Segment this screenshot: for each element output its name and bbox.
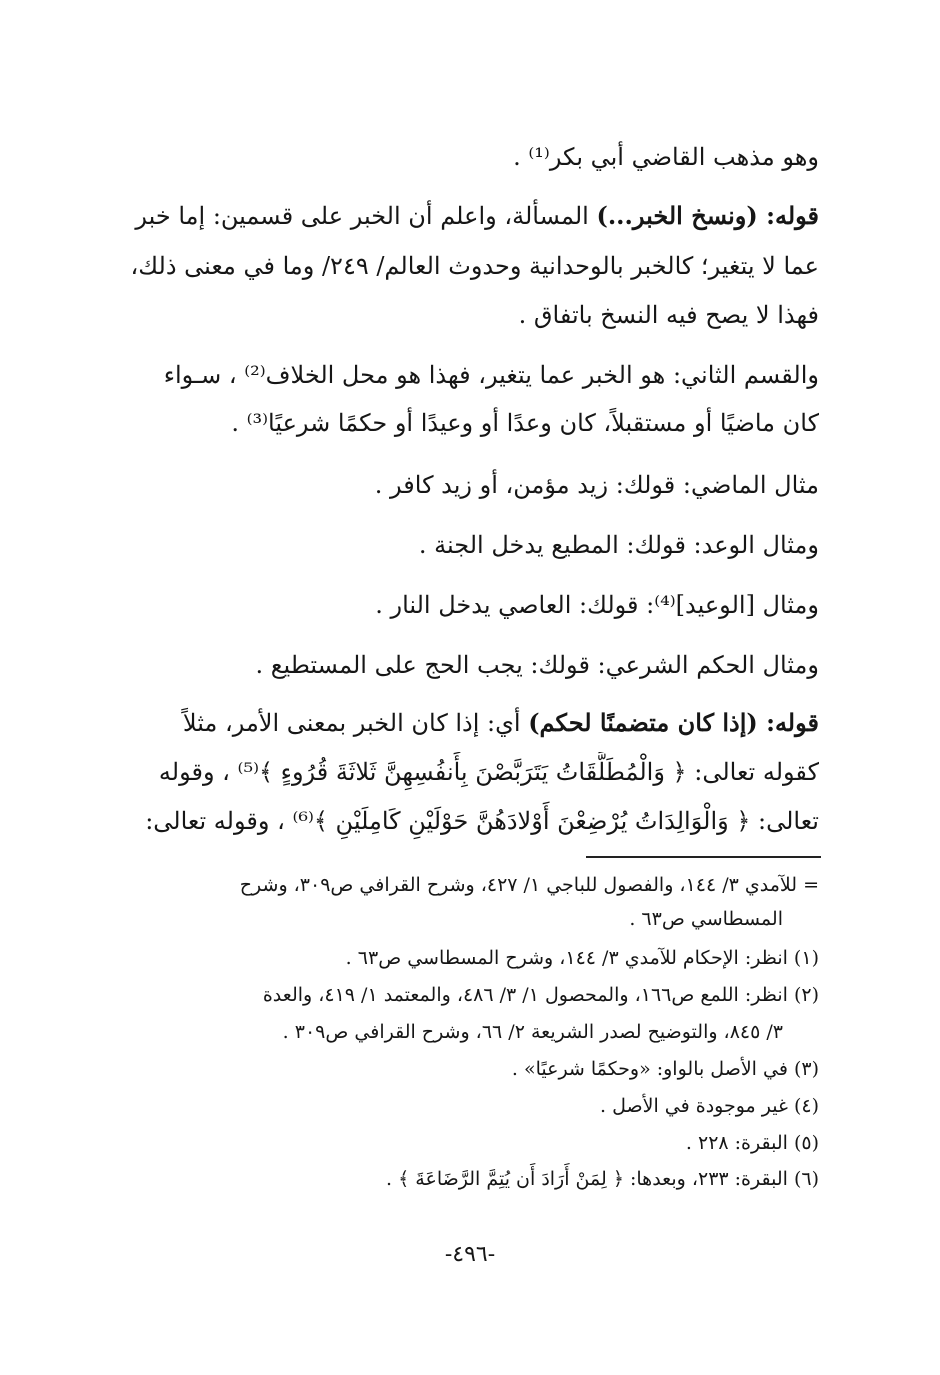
footnote-separator <box>586 856 821 858</box>
body-line-12: كقوله تعالى: ﴿ وَالْمُطَلَّقَاتُ يَتَرَبَّصْنَ بِأَنفُسِهِنَّ ثَلاثَةَ قُرُوءٍ ﴾⁽⁵⁾ ، وقوله <box>158 758 819 786</box>
body-line-9: ومثال [الوعيد]⁽⁴⁾: قولك: العاصي يدخل النار . <box>375 591 819 619</box>
body-line-7: مثال الماضي: قولك: زيد مؤمن، أو زيد كافر . <box>374 471 819 499</box>
footnote-line-4: (٢) انظر: اللمع ص١٦٦، والمحصول ١/ ٣/ ٤٨٦، والمعتمد ١/ ٤١٩، والعدة <box>262 984 819 1006</box>
body-line-3: عما لا يتغير؛ كالخبر بالوحدانية وحدوث العالم/ ٢٤٩/ وما في معنى ذلك، <box>130 252 819 280</box>
footnote-line-9: (٦) البقرة: ٢٣٣، وبعدها: ﴿ لِمَنْ أَرَادَ أَن يُتِمَّ الرَّضَاعَةَ ﴾ . <box>386 1168 819 1190</box>
footnote-line-1: = للآمدي ٣/ ١٤٤، والفصول للباجي ١/ ٤٢٧، وشرح القرافي ص٣٠٩، وشرح <box>239 874 819 896</box>
body-line-11: قوله: (إذا كان متضمنًا لحكم) أي: إذا كان الخبر بمعنى الأمر، مثلاً <box>182 708 819 737</box>
body-line-10: ومثال الحكم الشرعي: قولك: يجب الحج على المستطيع . <box>255 651 819 679</box>
footnote-line-2: المسطاسي ص٦٣ . <box>629 908 783 930</box>
body-line-5: والقسم الثاني: هو الخبر عما يتغير، فهذا هو محل الخلاف⁽²⁾ ، سـواء <box>163 361 819 389</box>
body-line-8: ومثال الوعد: قولك: المطيع يدخل الجنة . <box>418 531 819 559</box>
footnote-line-6: (٣) في الأصل بالواو: «وحكمًا شرعيًا» . <box>511 1058 819 1080</box>
footnote-line-5: ٣/ ٨٤٥، والتوضيح لصدر الشريعة ٢/ ٦٦، وشرح القرافي ص٣٠٩ . <box>282 1021 783 1043</box>
body-line-2: قوله: (ونسخ الخبر...) المسألة، واعلم أن الخبر على قسمين: إما خبر <box>135 201 819 230</box>
page-number: -٤٩٦- <box>444 1242 496 1267</box>
footnote-line-3: (١) انظر: الإحكام للآمدي ٣/ ١٤٤، وشرح المسطاسي ص٦٣ . <box>345 947 819 969</box>
body-line-1: وهو مذهب القاضي أبي بكر⁽¹⁾ . <box>513 143 819 171</box>
footnote-line-7: (٤) غير موجودة في الأصل . <box>600 1095 819 1117</box>
body-line-13: تعالى: ﴿ وَالْوَالِدَاتُ يُرْضِعْنَ أَوْلادَهُنَّ حَوْلَيْنِ كَامِلَيْنِ ﴾⁽⁶⁾ ، وقوله تعالى: <box>145 807 819 835</box>
footnote-line-8: (٥) البقرة: ٢٢٨ . <box>685 1132 819 1154</box>
body-line-6: كان ماضيًا أو مستقبلاً، كان وعدًا أو وعيدًا أو حكمًا شرعيًا⁽³⁾ . <box>231 409 819 437</box>
body-line-4: فهذا لا يصح فيه النسخ باتفاق . <box>518 301 819 329</box>
